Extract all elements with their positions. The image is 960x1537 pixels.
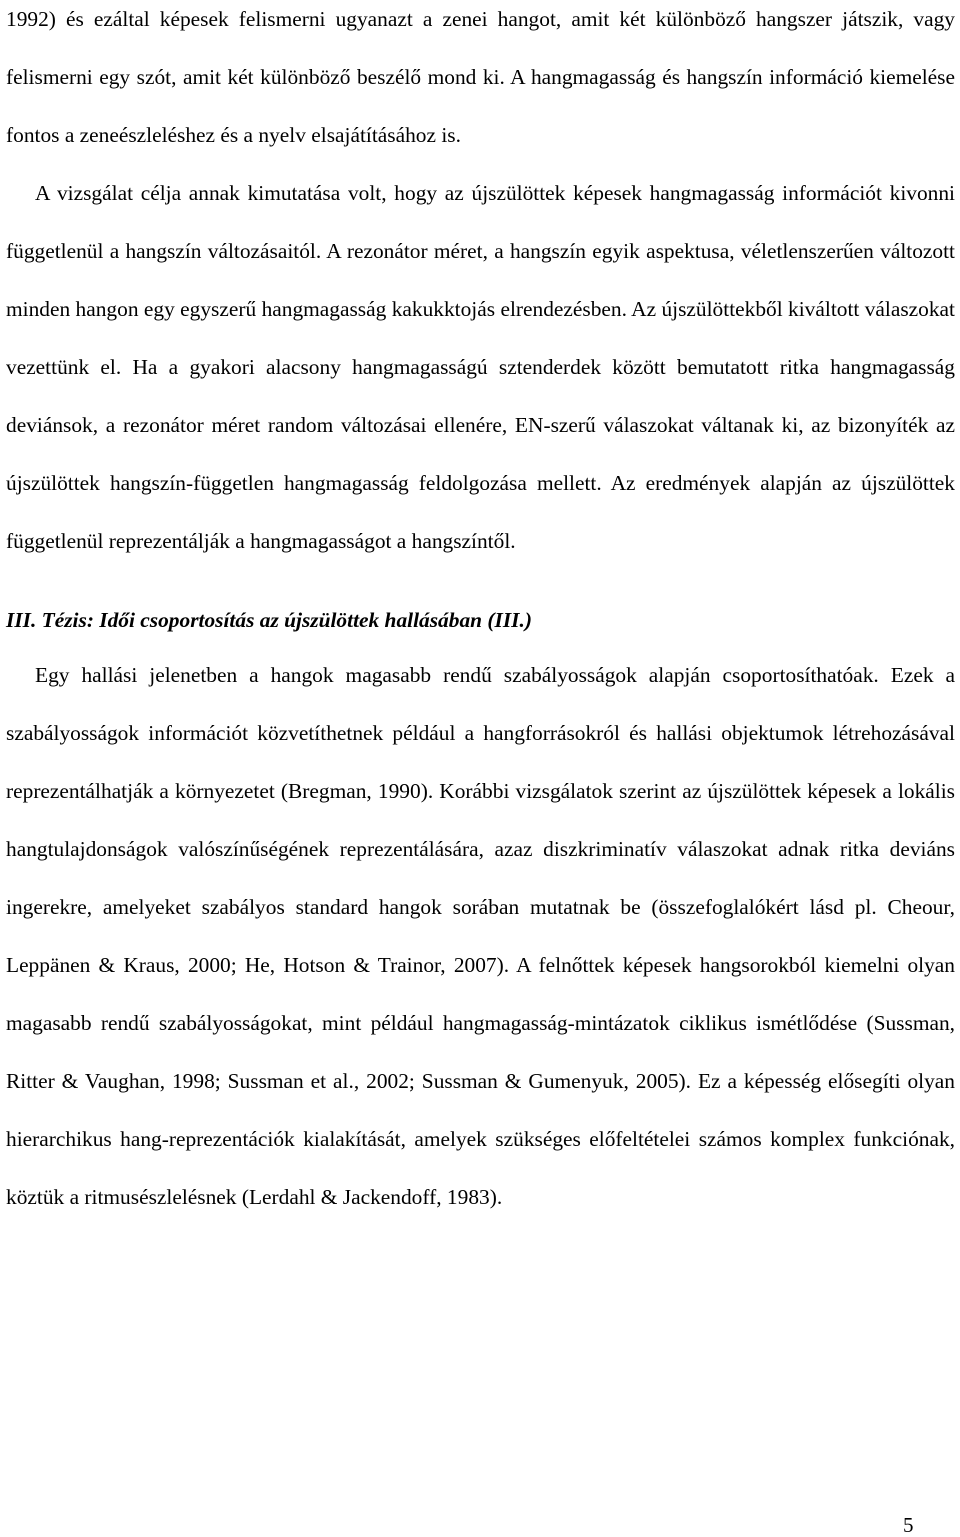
paragraph-study-aim: A vizsgálat célja annak kimutatása volt, hogy az újszülöttek képesek hangmagasság információt kivonni függetlenül a hangszín változásaitól. A rezonátor méret, a hangszín egyik aspektusa, véletlenszerűen változott minden hangon egy egyszerű hangmagasság kakukktojás elrendezésben. Az újszülöttekből kiváltott válaszokat vezettünk el. Ha a gyakori alacsony hangmagasságú sztenderdek között bemutatott ritka hangmagasság deviánsok, a rezonátor méret random változásai ellenére, EN-szerű válaszokat váltanak ki, az bizonyíték az újszülöttek hangszín-független hangmagasság feldolgozása mellett. Az eredmények alapján az újszülöttek függetlenül reprezentálják a hangmagasságot a hangszíntől. [6,181,955,553]
paragraph-continuation: 1992) és ezáltal képesek felismerni ugyanazt a zenei hangot, amit két különböző hangszer játszik, vagy felismerni egy szót, amit két különböző beszélő mond ki. A hangmagasság és hangszín információ kiemelése fontos a zeneészleléshez és a nyelv elsajátításához is. [6,7,955,147]
section-heading: III. Tézis: Idői csoportosítás az újszülöttek hallásában (III.) [6,608,532,632]
page-number: 5 [903,1513,914,1537]
document-page [6,0,955,1226]
paragraph-temporal-grouping: Egy hallási jelenetben a hangok magasabb rendű szabályosságok alapján csoportosíthatóak. Ezek a szabályosságok információt közvetíthetnek például a hangforrásokról és hallási objektumok létrehozásával reprezentálhatják a környezetet (Bregman, 1990). Korábbi vizsgálatok szerint az újszülöttek képesek a lokális hangtulajdonságok valószínűségének reprezentálására, azaz diszkriminatív válaszokat adnak ritka deviáns ingerekre, amelyeket szabályos standard hangok sorában mutatnak be (összefoglalókért lásd pl. Cheour, Leppänen & Kraus, 2000; He, Hotson & Trainor, 2007). A felnőttek képesek hangsorokból kiemelni olyan magasabb rendű szabályosságokat, mint például hangmagasság-mintázatok ciklikus ismétlődése (Sussman, Ritter & Vaughan, 1998; Sussman et al., 2002; Sussman & Gumenyuk, 2005). Ez a képesség elősegíti olyan hierarchikus hang-reprezentációk kialakítását, amelyek szükséges előfeltételei számos komplex funkciónak, köztük a ritmusészlelésnek (Lerdahl & Jackendoff, 1983). [6,663,955,1209]
